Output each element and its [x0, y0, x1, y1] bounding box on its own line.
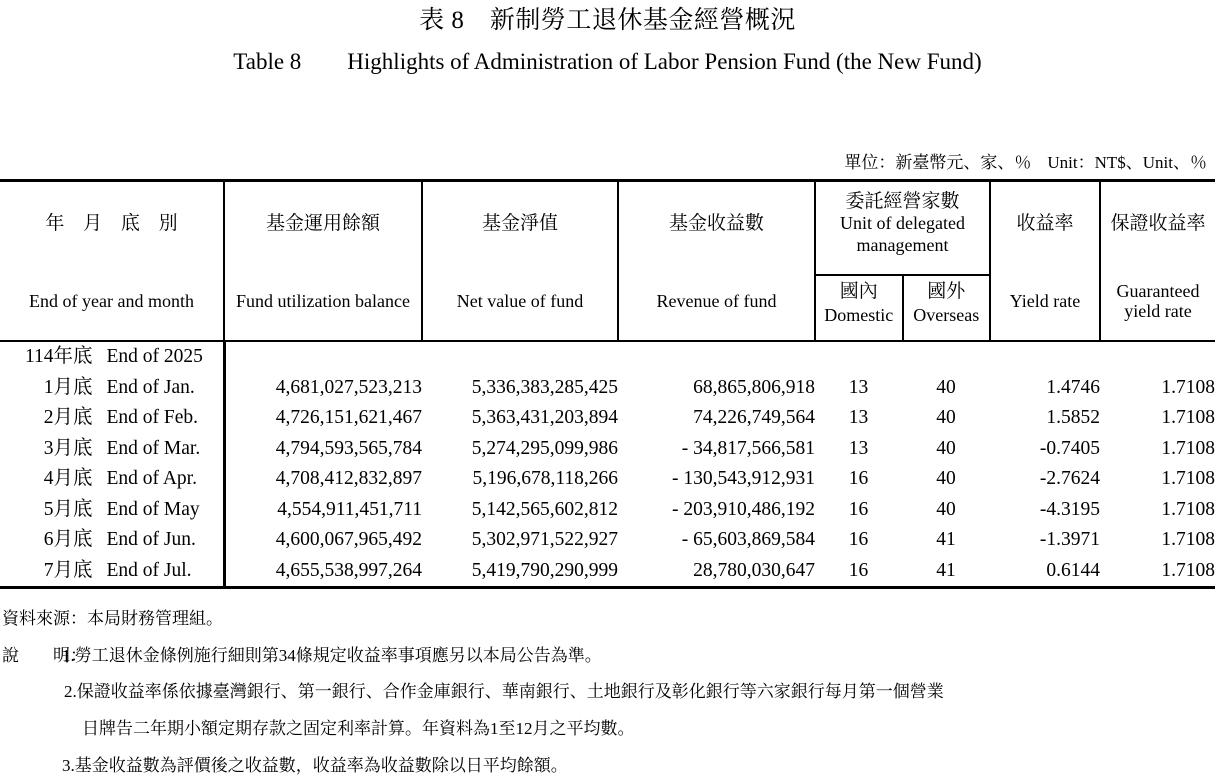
header-delegated-management: [815, 182, 990, 340]
header-guaranteed-zh: 保證收益率: [1110, 213, 1206, 234]
period-label-en: End of Jul.: [106, 559, 192, 581]
period-label-en: End of Mar.: [106, 437, 201, 459]
cell-balance: [224, 342, 422, 373]
cell-revenue: - 130,543,912,931: [672, 468, 815, 489]
header-guaranteed-en: [1101, 281, 1215, 322]
cell-yield: -4.3195: [1039, 498, 1100, 520]
cell-netvalue: 5,142,565,602,812: [471, 498, 618, 520]
cell-period: [0, 464, 224, 495]
cell-revenue: 68,865,806,918: [693, 376, 815, 398]
header-period-zh: 年 月 底 別: [45, 213, 185, 234]
cell-period: [0, 556, 224, 587]
note-2-line2: 日牌告二年期小額定期存款之固定利率計算。年資料為1至12月之平均數。: [82, 719, 635, 738]
header-yield-en: Yield rate: [1009, 291, 1081, 312]
table-notes: [0, 604, 1215, 774]
cell-yield: 1.5852: [1046, 407, 1100, 428]
period-label-zh: 114年底: [24, 346, 93, 367]
cell-overseas: 40: [936, 498, 956, 520]
cell-overseas: 41: [936, 529, 956, 550]
unit-note-chinese: 單位：新臺幣元、家、％: [844, 153, 1032, 172]
cell-overseas: [902, 342, 990, 373]
cell-domestic: 13: [848, 437, 869, 459]
table-row: [0, 403, 1215, 434]
header-balance: [224, 182, 422, 340]
period-label-zh: 6月底: [43, 529, 93, 550]
cell-yield: 1.4746: [1046, 376, 1100, 398]
cell-period: [0, 342, 224, 373]
cell-yield: -1.3971: [1039, 529, 1100, 550]
table-row: [0, 556, 1215, 587]
note-1-text: 1.勞工退休金條例施行細則第34條規定收益率事項應另以本局公告為準。: [62, 646, 602, 665]
cell-domestic: 16: [848, 529, 869, 550]
cell-balance: 4,655,538,997,264: [275, 559, 422, 581]
header-domestic-zh: 國內: [839, 281, 878, 302]
header-delegated-zh: 委託經營家數: [845, 191, 960, 212]
header-guaranteed-en-line1: Guaranteed: [1116, 280, 1200, 301]
cell-netvalue: 5,336,383,285,425: [471, 376, 618, 398]
cell-guaranteed-yield: 1.7108: [1161, 529, 1215, 550]
note-source: 資料來源：本局財務管理組。: [2, 609, 223, 628]
period-label-en: End of Feb.: [106, 407, 199, 428]
header-period: [0, 182, 224, 340]
cell-revenue: - 203,910,486,192: [672, 498, 815, 520]
cell-domestic: 13: [848, 376, 869, 398]
cell-guaranteed-yield: 1.7108: [1161, 376, 1215, 398]
cell-netvalue: 5,363,431,203,894: [471, 407, 618, 428]
table-title-english: Table 8 Highlights of Administration of Labor Pension Fund (the New Fund): [233, 49, 982, 74]
cell-overseas: 40: [936, 437, 956, 459]
table-body: [0, 342, 1215, 586]
table-row: [0, 525, 1215, 556]
header-netvalue: [422, 182, 618, 340]
data-table: [0, 179, 1215, 589]
header-guaranteed-en-line2: yield rate: [1124, 301, 1192, 322]
cell-yield: -0.7405: [1039, 437, 1100, 459]
period-label-en: End of Jun.: [106, 529, 196, 550]
period-label-en: End of May: [106, 498, 200, 520]
table-row: [0, 373, 1215, 404]
period-label-zh: 1月底: [43, 376, 93, 398]
cell-revenue: [618, 342, 815, 373]
cell-overseas: 40: [936, 407, 956, 428]
note-3: 3.基金收益數為評價後之收益數，收益率為收益數除以日平均餘額。: [62, 756, 568, 775]
cell-netvalue: 5,196,678,118,266: [472, 468, 618, 489]
header-overseas: [904, 276, 990, 340]
cell-balance: 4,681,027,523,213: [275, 376, 422, 398]
header-delegated-en-line2: management: [856, 235, 949, 256]
cell-balance: 4,600,067,965,492: [275, 529, 422, 550]
table-row: [0, 495, 1215, 526]
header-domestic-en: Domestic: [824, 304, 894, 325]
header-overseas-en: Overseas: [913, 304, 980, 325]
cell-netvalue: 5,274,295,099,986: [471, 437, 618, 459]
cell-guaranteed-yield: [1100, 342, 1215, 373]
header-yield-zh: 收益率: [1016, 213, 1074, 234]
cell-guaranteed-yield: 1.7108: [1161, 407, 1215, 428]
header-balance-zh: 基金運用餘額: [265, 213, 380, 234]
header-delegated-top: [816, 182, 989, 276]
table-row: [0, 434, 1215, 465]
period-label-zh: 7月底: [43, 559, 93, 581]
cell-overseas: 40: [936, 468, 956, 489]
cell-domestic: 16: [848, 498, 869, 520]
table-row: [0, 342, 1215, 373]
table-header: [0, 182, 1215, 340]
cell-guaranteed-yield: 1.7108: [1161, 498, 1215, 520]
cell-period: [0, 403, 224, 434]
cell-revenue: 28,780,030,647: [693, 559, 815, 581]
cell-period: [0, 373, 224, 404]
cell-yield: [990, 342, 1100, 373]
header-guaranteed-yield: [1100, 182, 1215, 340]
header-delegated-en-line1: Unit of delegated: [840, 213, 965, 234]
unit-note-english: Unit：NT$、Unit、％: [1047, 153, 1207, 172]
cell-balance: 4,554,911,451,711: [277, 498, 422, 520]
cell-domestic: 16: [848, 468, 869, 489]
note-2-line1: [0, 664, 1215, 700]
cell-period: [0, 434, 224, 465]
cell-revenue: - 34,817,566,581: [681, 437, 815, 459]
table-bottom-rule: [0, 586, 1215, 589]
period-label-zh: 5月底: [43, 498, 93, 520]
header-period-en: End of year and month: [29, 291, 194, 312]
header-balance-en: Fund utilization balance: [236, 291, 410, 312]
header-netvalue-en: Net value of fund: [456, 291, 584, 312]
cell-overseas: 41: [936, 559, 956, 581]
cell-overseas: 40: [936, 376, 956, 398]
cell-yield: 0.6144: [1046, 559, 1100, 581]
period-label-en: End of Apr.: [106, 468, 197, 489]
note-1: [0, 627, 1215, 664]
cell-domestic: 16: [848, 559, 869, 581]
header-overseas-zh: 國外: [927, 281, 966, 302]
cell-revenue: - 65,603,869,584: [681, 529, 815, 550]
cell-guaranteed-yield: 1.7108: [1161, 437, 1215, 459]
header-netvalue-zh: 基金淨值: [481, 213, 558, 234]
cell-period: [0, 525, 224, 556]
period-label-en: End of Jan.: [106, 376, 195, 398]
header-domestic: [816, 276, 904, 340]
note-label: 說 明：: [2, 646, 87, 665]
period-label-zh: 4月底: [43, 468, 93, 489]
cell-domestic: 13: [848, 407, 869, 428]
period-label-zh: 3月底: [43, 437, 93, 459]
unit-note: [844, 148, 1207, 173]
table-title-chinese: 表 8 新制勞工退休基金經營概況: [419, 7, 796, 34]
cell-netvalue: 5,302,971,522,927: [471, 529, 618, 550]
header-revenue-zh: 基金收益數: [668, 213, 764, 234]
period-label-en: End of 2025: [106, 346, 203, 367]
header-delegated-subcolumns: [816, 276, 989, 340]
cell-netvalue: 5,419,790,290,999: [471, 559, 618, 581]
cell-guaranteed-yield: 1.7108: [1161, 468, 1215, 489]
header-yield: [990, 182, 1100, 340]
cell-netvalue: [422, 342, 618, 373]
table-row: [0, 464, 1215, 495]
cell-balance: 4,726,151,621,467: [275, 407, 422, 428]
cell-balance: 4,708,412,832,897: [275, 468, 422, 489]
cell-yield: -2.7624: [1039, 468, 1100, 489]
header-revenue-en: Revenue of fund: [656, 291, 777, 312]
cell-guaranteed-yield: 1.7108: [1161, 559, 1215, 581]
cell-domestic: [815, 342, 902, 373]
period-label-zh: 2月底: [43, 407, 93, 428]
header-revenue: [618, 182, 815, 340]
cell-period: [0, 495, 224, 526]
cell-balance: 4,794,593,565,784: [275, 437, 422, 459]
cell-revenue: 74,226,749,564: [693, 407, 815, 428]
note-2-text-line1: 2.保證收益率係依據臺灣銀行、第一銀行、合作金庫銀行、華南銀行、土地銀行及彰化銀行等六家銀行每月第一個營業: [64, 682, 944, 701]
